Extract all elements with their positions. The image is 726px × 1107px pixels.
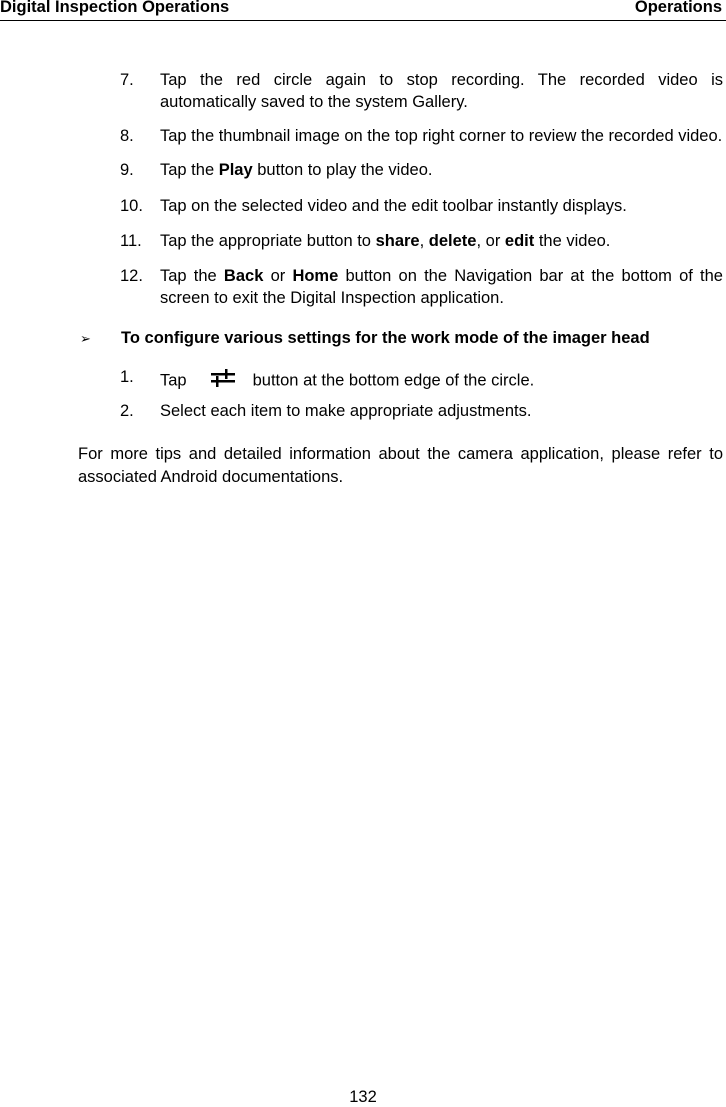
header-title: Digital Inspection Operations (0, 0, 230, 16)
header-section: Operations (634, 0, 722, 16)
step-text: Tap button at the bottom edge of the circle. (160, 367, 723, 396)
step-number: 10. (120, 197, 143, 215)
step-text: Select each item to make appropriate adjustments. (160, 402, 532, 420)
step-number: 1. (120, 368, 134, 386)
step-10 (120, 196, 723, 218)
step-text: Tap the red circle again to stop recording. The recorded video is automatically saved to the system Gallery. (160, 71, 723, 111)
step-number: 12. (120, 267, 143, 285)
config-step-2 (120, 401, 723, 423)
step-number: 9. (120, 161, 134, 179)
step-8 (120, 126, 723, 148)
page-header (0, 0, 726, 21)
settings-sliders-icon (209, 367, 237, 396)
config-step-1 (120, 367, 723, 396)
section-heading: To configure various settings for the work mode of the imager head (121, 329, 650, 347)
step-7 (120, 70, 723, 113)
step-text: Tap the thumbnail image on the top right corner to review the recorded video. (160, 127, 723, 145)
arrow-bullet-icon: ➢ (80, 331, 91, 346)
closing-paragraph: For more tips and detailed information about the camera application, please refer to associated Android documentations. (78, 445, 723, 486)
step-text: Tap the Back or Home button on the Navigation bar at the bottom of the screen to exit the Digital Inspection application. (160, 267, 723, 307)
step-12 (120, 266, 723, 309)
step-number: 11. (120, 232, 142, 250)
step-text: Tap on the selected video and the edit toolbar instantly displays. (160, 197, 627, 215)
step-number: 8. (120, 127, 134, 145)
step-number: 2. (120, 402, 134, 420)
step-text: Tap the appropriate button to share, delete, or edit the video. (160, 232, 611, 250)
page-number: 132 (349, 1088, 377, 1106)
step-9 (120, 160, 723, 182)
step-number: 7. (120, 71, 134, 89)
step-text: Tap the Play button to play the video. (160, 161, 433, 179)
step-11 (120, 231, 723, 253)
